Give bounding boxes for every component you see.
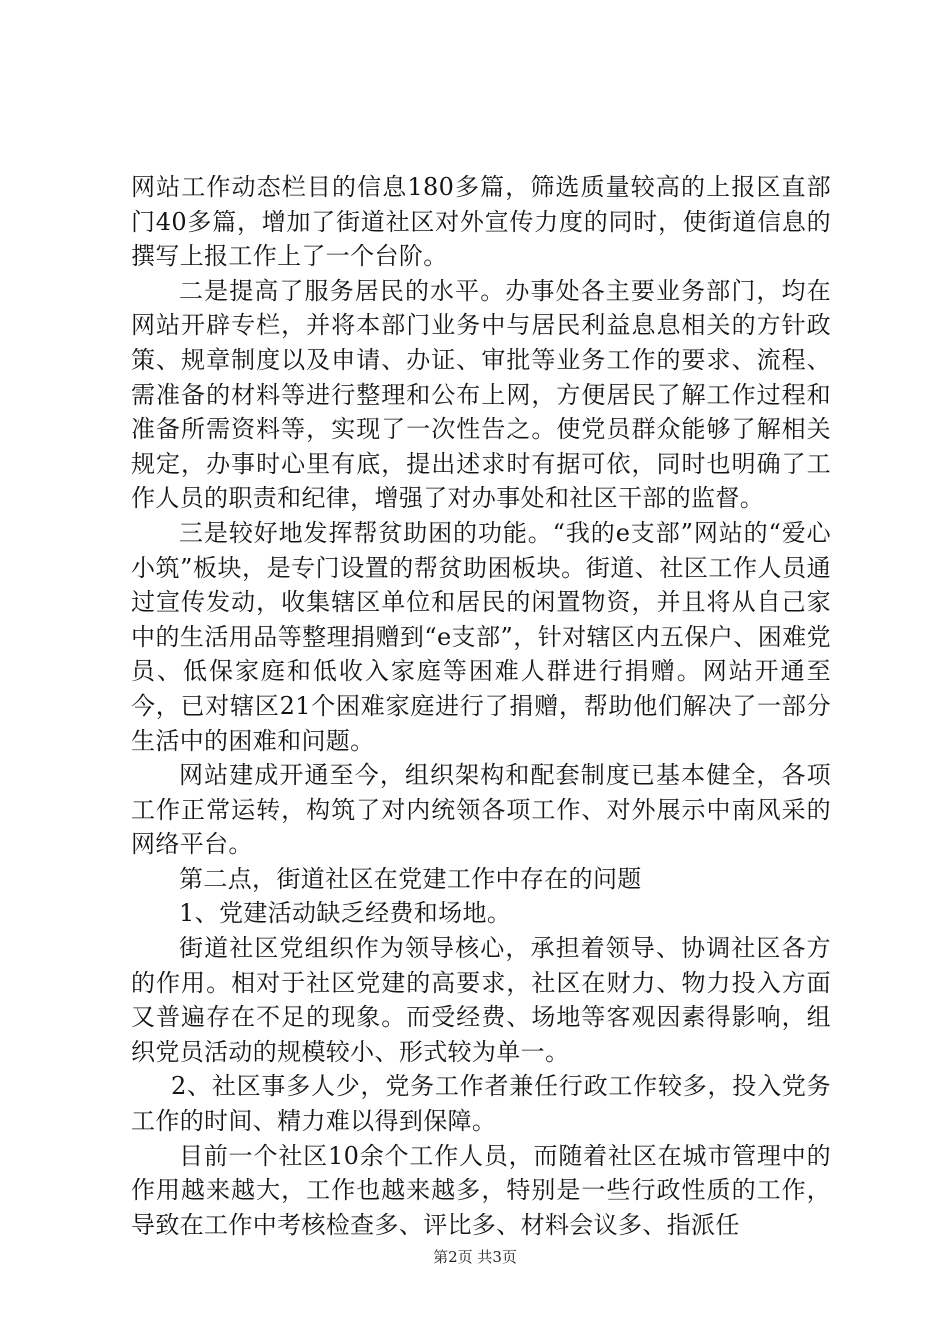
paragraph-service-level: 二是提高了服务居民的水平。办事处各主要业务部门，均在网站开辟专栏，并将本部门业务中与居民利益息息相关的方针政策、规章制度以及申请、办证、审批等业务工作的要求、流程、需准备的材料等进行整理和公布上网，方便居民了解工作过程和准备所需资料等，实现了一次性告之。使党员群众能够了解相关规定，办事时心里有底，提出述求时有据可依，同时也明确了工作人员的职责和纪律，增强了对办事处和社区干部的监督。 [131, 276, 831, 513]
paragraph-funding: 街道社区党组织作为领导核心，承担着领导、协调社区各方的作用。相对于社区党建的高要求，社区在财力、物力投入方面又普遍存在不足的现象。而受经费、场地等客观因素得影响，组织党员活动的规模较小、形式较为单一。 [131, 934, 831, 1066]
page-footer: 第2页 共3页 [433, 1248, 517, 1266]
subheading-staffing: 2、社区事多人少，党务工作者兼任行政工作较多，投入党务工作的时间、精力难以得到保障。 [131, 1072, 831, 1136]
paragraph-poverty-help: 三是较好地发挥帮贫助困的功能。“我的e支部”网站的“爱心小筑”板块，是专门设置的帮贫助困板块。街道、社区工作人员通过宣传发动，收集辖区单位和居民的闲置物资，并且将从自己家中的生活用品等整理捐赠到“e支部”，针对辖区内五保户、困难党员、低保家庭和低收入家庭等困难人群进行捐赠。网站开通至今，已对辖区21个困难家庭进行了捐赠，帮助他们解决了一部分生活中的困难和问题。 [131, 518, 831, 755]
paragraph-website-summary: 网站建成开通至今，组织架构和配套制度已基本健全，各项工作正常运转，构筑了对内统领各项工作、对外展示中南风采的网络平台。 [131, 761, 831, 859]
paragraph-continuation: 网站工作动态栏目的信息180多篇，筛选质量较高的上报区直部门40多篇，增加了街道社区对外宣传力度的同时，使街道信息的撰写上报工作上了一个台阶。 [131, 173, 831, 271]
paragraph-staffing: 目前一个社区10余个工作人员，而随着社区在城市管理中的作用越来越大，工作也越来越多，特别是一些行政性质的工作，导致在工作中考核检查多、评比多、材料会议多、指派任 [131, 1141, 831, 1239]
document-body [131, 170, 831, 1242]
subheading-funding: 1、党建活动缺乏经费和场地。 [179, 899, 512, 928]
section-heading-problems: 第二点，街道社区在党建工作中存在的问题 [179, 864, 642, 893]
